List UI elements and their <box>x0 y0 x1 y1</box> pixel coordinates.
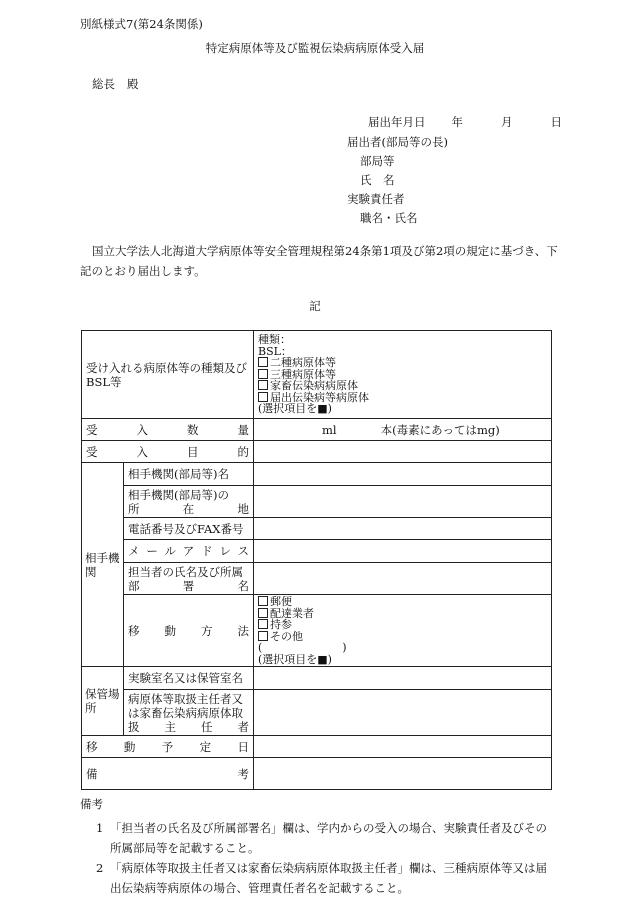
table-row <box>82 463 552 486</box>
notes-heading: 備考 <box>80 797 103 811</box>
contact-cell[interactable] <box>254 563 552 595</box>
table-row <box>82 441 552 463</box>
handler-label: 病原体等取扱主任者又 は家畜伝染病病原体取 扱主任者 <box>124 690 254 736</box>
quantity-label: 受入数量 <box>82 419 254 441</box>
purpose-label: 受入目的 <box>82 441 254 463</box>
partner-name-cell[interactable] <box>254 463 552 486</box>
type-label: 種類： <box>258 333 291 347</box>
date-label: 届出年月日 <box>368 115 426 129</box>
quantity-count-unit: 本(毒素にあってはmg) <box>380 422 500 437</box>
checkbox-option[interactable]: 二種病原体等 <box>258 357 547 369</box>
table-row <box>82 758 552 790</box>
table-row <box>82 486 552 518</box>
ki-heading: 記 <box>309 299 321 313</box>
pathogen-type-label: 受け入れる病原体等の種類及びBSL等 <box>82 331 254 419</box>
checkbox-icon[interactable] <box>258 369 268 379</box>
remarks-label: 備考 <box>82 758 254 790</box>
table-row <box>82 518 552 540</box>
select-note: (選択項目を■) <box>258 652 332 666</box>
form-number: 別紙様式7(第24条関係) <box>80 17 203 31</box>
remarks-cell[interactable] <box>254 758 552 790</box>
notification-form-table <box>81 330 552 790</box>
note-item <box>96 818 556 858</box>
checkbox-icon[interactable] <box>258 380 268 390</box>
checkbox-option[interactable]: 家畜伝染病病原体 <box>258 380 547 392</box>
select-note: (選択項目を■) <box>258 402 332 416</box>
table-row <box>82 331 552 419</box>
body-paragraph: 国立大学法人北海道大学病原体等安全管理規程第24条第1項及び第2項の規定に基づき、下記のとおり届出します。 <box>80 244 558 278</box>
phone-fax-label: 電話番号及びFAX番号 <box>124 518 254 540</box>
date-month-label: 月 <box>501 115 513 129</box>
checkbox-option[interactable]: 届出伝染病等病原体 <box>258 392 547 404</box>
table-row <box>82 736 552 758</box>
pathogen-type-cell[interactable] <box>254 331 552 419</box>
body-text <box>80 241 560 281</box>
title-name-label: 職名・氏名 <box>360 211 418 225</box>
checkbox-option[interactable]: 配達業者 <box>258 608 547 620</box>
note-text: 「病原体等取扱主任者又は家畜伝染病病原体取扱主任者」欄は、三種病原体等又は届出伝染病等病原体の場合、管理責任者名を記載すること。 <box>110 861 547 895</box>
checkbox-option[interactable]: その他 <box>258 631 547 643</box>
checkbox-icon[interactable] <box>258 357 268 367</box>
table-row <box>82 563 552 595</box>
note-number: 1 <box>96 821 104 835</box>
partner-name-label: 相手機関(部局等)名 <box>124 463 254 486</box>
date-day-label: 日 <box>550 115 562 129</box>
checkbox-option[interactable]: 持参 <box>258 619 547 631</box>
checkbox-option[interactable]: 三種病原体等 <box>258 369 547 381</box>
document-title: 特定病原体等及び監視伝染病病原体受入届 <box>205 41 425 55</box>
transport-cell[interactable] <box>254 595 552 667</box>
table-row <box>82 690 552 736</box>
note-text: 「担当者の氏名及び所属部署名」欄は、学内からの受入の場合、実験責任者及びその所属部局等を記載すること。 <box>110 821 547 855</box>
note-number: 2 <box>96 861 104 875</box>
handler-cell[interactable] <box>254 690 552 736</box>
quantity-cell[interactable] <box>254 419 552 441</box>
quantity-ml-unit: ml <box>322 422 337 437</box>
checkbox-icon[interactable] <box>258 392 268 402</box>
submission-date <box>368 114 562 130</box>
notifier-label: 届出者(部局等の長) <box>347 135 448 149</box>
table-row <box>82 595 552 667</box>
addressee <box>92 76 139 92</box>
note-item <box>96 858 556 898</box>
table-row <box>82 540 552 563</box>
experiment-lead-label: 実験責任者 <box>347 192 405 206</box>
bsl-label: BSL： <box>258 344 292 358</box>
table-row <box>82 667 552 690</box>
table-row <box>82 419 552 441</box>
contact-label: 担当者の氏名及び所属 部署名 <box>124 563 254 595</box>
email-label: メールアドレス <box>124 540 254 563</box>
phone-fax-cell[interactable] <box>254 518 552 540</box>
checkbox-icon[interactable] <box>258 619 268 629</box>
transport-label: 移動方法 <box>124 595 254 667</box>
storage-label: 保管場所 <box>82 667 124 736</box>
addressee-name: 総長 <box>92 77 115 91</box>
checkbox-icon[interactable] <box>258 608 268 618</box>
lab-room-label: 実験室名又は保管室名 <box>124 667 254 690</box>
purpose-cell[interactable] <box>254 441 552 463</box>
partner-address-label: 相手機関(部局等)の 所在地 <box>124 486 254 518</box>
email-cell[interactable] <box>254 540 552 563</box>
move-date-cell[interactable] <box>254 736 552 758</box>
move-date-label: 移動予定日 <box>82 736 254 758</box>
checkbox-icon[interactable] <box>258 631 268 641</box>
checkbox-option[interactable]: 郵便 <box>258 596 547 608</box>
addressee-honorific: 殿 <box>127 77 139 91</box>
partner-address-cell[interactable] <box>254 486 552 518</box>
department-label: 部局等 <box>360 154 395 168</box>
partner-label: 相手機関 <box>82 463 124 667</box>
lab-room-cell[interactable] <box>254 667 552 690</box>
other-blank: ( ) <box>258 641 347 654</box>
date-year-label: 年 <box>451 115 463 129</box>
name-label: 氏 名 <box>360 173 395 187</box>
checkbox-icon[interactable] <box>258 596 268 606</box>
